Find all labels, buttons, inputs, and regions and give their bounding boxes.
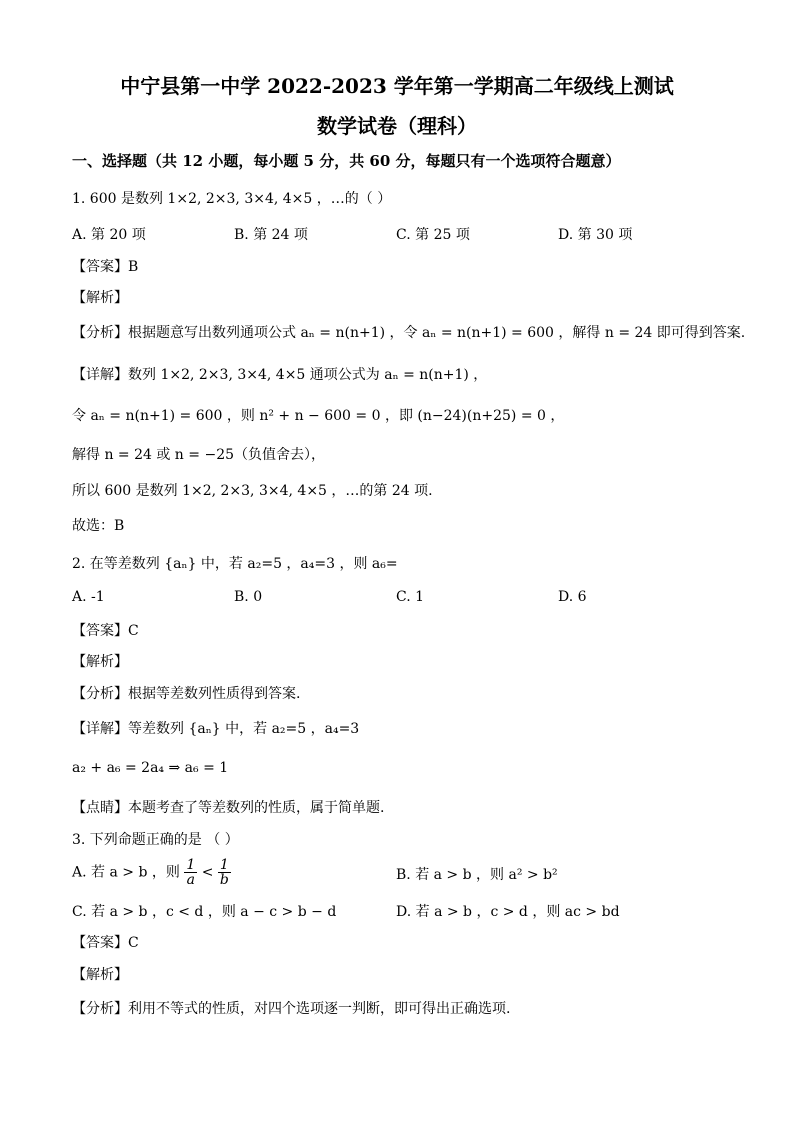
q2-detail-2: a₂ + a₆ = 2a₄ ⇒ a₆ = 1 xyxy=(72,760,229,776)
q1-detail-4: 所以 600 是数列 1×2, 2×3, 3×4, 4×5 ，…的第 24 项. xyxy=(72,483,433,499)
q2-dianjing: 【点睛】本题考查了等差数列的性质，属于简单题. xyxy=(72,800,385,816)
q1-stem: 1. 600 是数列 1×2, 2×3, 3×4, 4×5 ，…的（ ） xyxy=(72,191,392,207)
frac-numerator: 1 xyxy=(186,857,196,873)
q3-option-a-prefix: A. 若 a > b ，则 xyxy=(72,864,180,881)
q2-stem: 2. 在等差数列 {aₙ} 中，若 a₂=5 ，a₄=3 ，则 a₆= xyxy=(72,556,398,572)
q3-option-a-frac-right xyxy=(218,858,231,887)
q1-analysis-label: 【解析】 xyxy=(72,290,128,306)
q1-choose: 故选：B xyxy=(72,518,125,534)
q3-stem: 3. 下列命题正确的是 （ ） xyxy=(72,832,239,848)
q1-option-d: D. 第 30 项 xyxy=(558,227,633,243)
q1-detail-3: 解得 n = 24 或 n = −25（负值舍去）， xyxy=(72,447,326,463)
q2-option-b: B. 0 xyxy=(234,589,263,605)
q2-analysis-label: 【解析】 xyxy=(72,654,128,670)
q3-answer: 【答案】C xyxy=(72,935,139,951)
exam-subtitle: 数学试卷（理科） xyxy=(317,114,477,138)
q3-option-a-lt: < xyxy=(201,864,214,881)
frac-denominator: b xyxy=(219,872,229,888)
q3-option-a xyxy=(72,858,231,887)
q3-fenxi: 【分析】利用不等式的性质，对四个选项逐一判断，即可得出正确选项. xyxy=(72,1001,511,1017)
frac-numerator: 1 xyxy=(218,858,231,873)
q2-fenxi: 【分析】根据等差数列性质得到答案. xyxy=(72,686,301,702)
q2-option-a: A. -1 xyxy=(72,589,105,605)
q2-answer: 【答案】C xyxy=(72,623,139,639)
q1-fenxi: 【分析】根据题意写出数列通项公式 aₙ = n(n+1) ，令 aₙ = n(n+1) = 600 ，解得 n = 24 即可得到答案. xyxy=(72,325,746,341)
q3-option-b: B. 若 a > b ，则 a² > b² xyxy=(396,867,558,883)
q1-option-a: A. 第 20 项 xyxy=(72,227,146,243)
q2-option-d: D. 6 xyxy=(558,589,587,605)
q1-detail-1: 【详解】数列 1×2, 2×3, 3×4, 4×5 通项公式为 aₙ = n(n+1) ， xyxy=(72,367,488,383)
q1-option-b: B. 第 24 项 xyxy=(234,227,308,243)
q1-option-c: C. 第 25 项 xyxy=(396,227,470,243)
q1-answer: 【答案】B xyxy=(72,259,139,275)
q3-option-c: C. 若 a > b ，c < d ，则 a − c > b − d xyxy=(72,904,337,920)
q3-analysis-label: 【解析】 xyxy=(72,967,128,983)
section-heading: 一、选择题（共 12 小题，每小题 5 分，共 60 分，每题只有一个选项符合题意） xyxy=(72,152,621,170)
q3-option-a-frac-left xyxy=(184,858,197,887)
q2-detail-1: 【详解】等差数列 {aₙ} 中，若 a₂=5 ，a₄=3 xyxy=(72,721,360,737)
exam-title: 中宁县第一中学 2022-2023 学年第一学期高二年级线上测试 xyxy=(120,74,674,98)
q3-option-d: D. 若 a > b ，c > d ，则 ac > bd xyxy=(396,904,620,920)
frac-denominator: a xyxy=(186,872,195,888)
q2-option-c: C. 1 xyxy=(396,589,425,605)
q1-detail-2: 令 aₙ = n(n+1) = 600 ，则 n² + n − 600 = 0 ，即 (n−24)(n+25) = 0 ， xyxy=(72,408,565,424)
